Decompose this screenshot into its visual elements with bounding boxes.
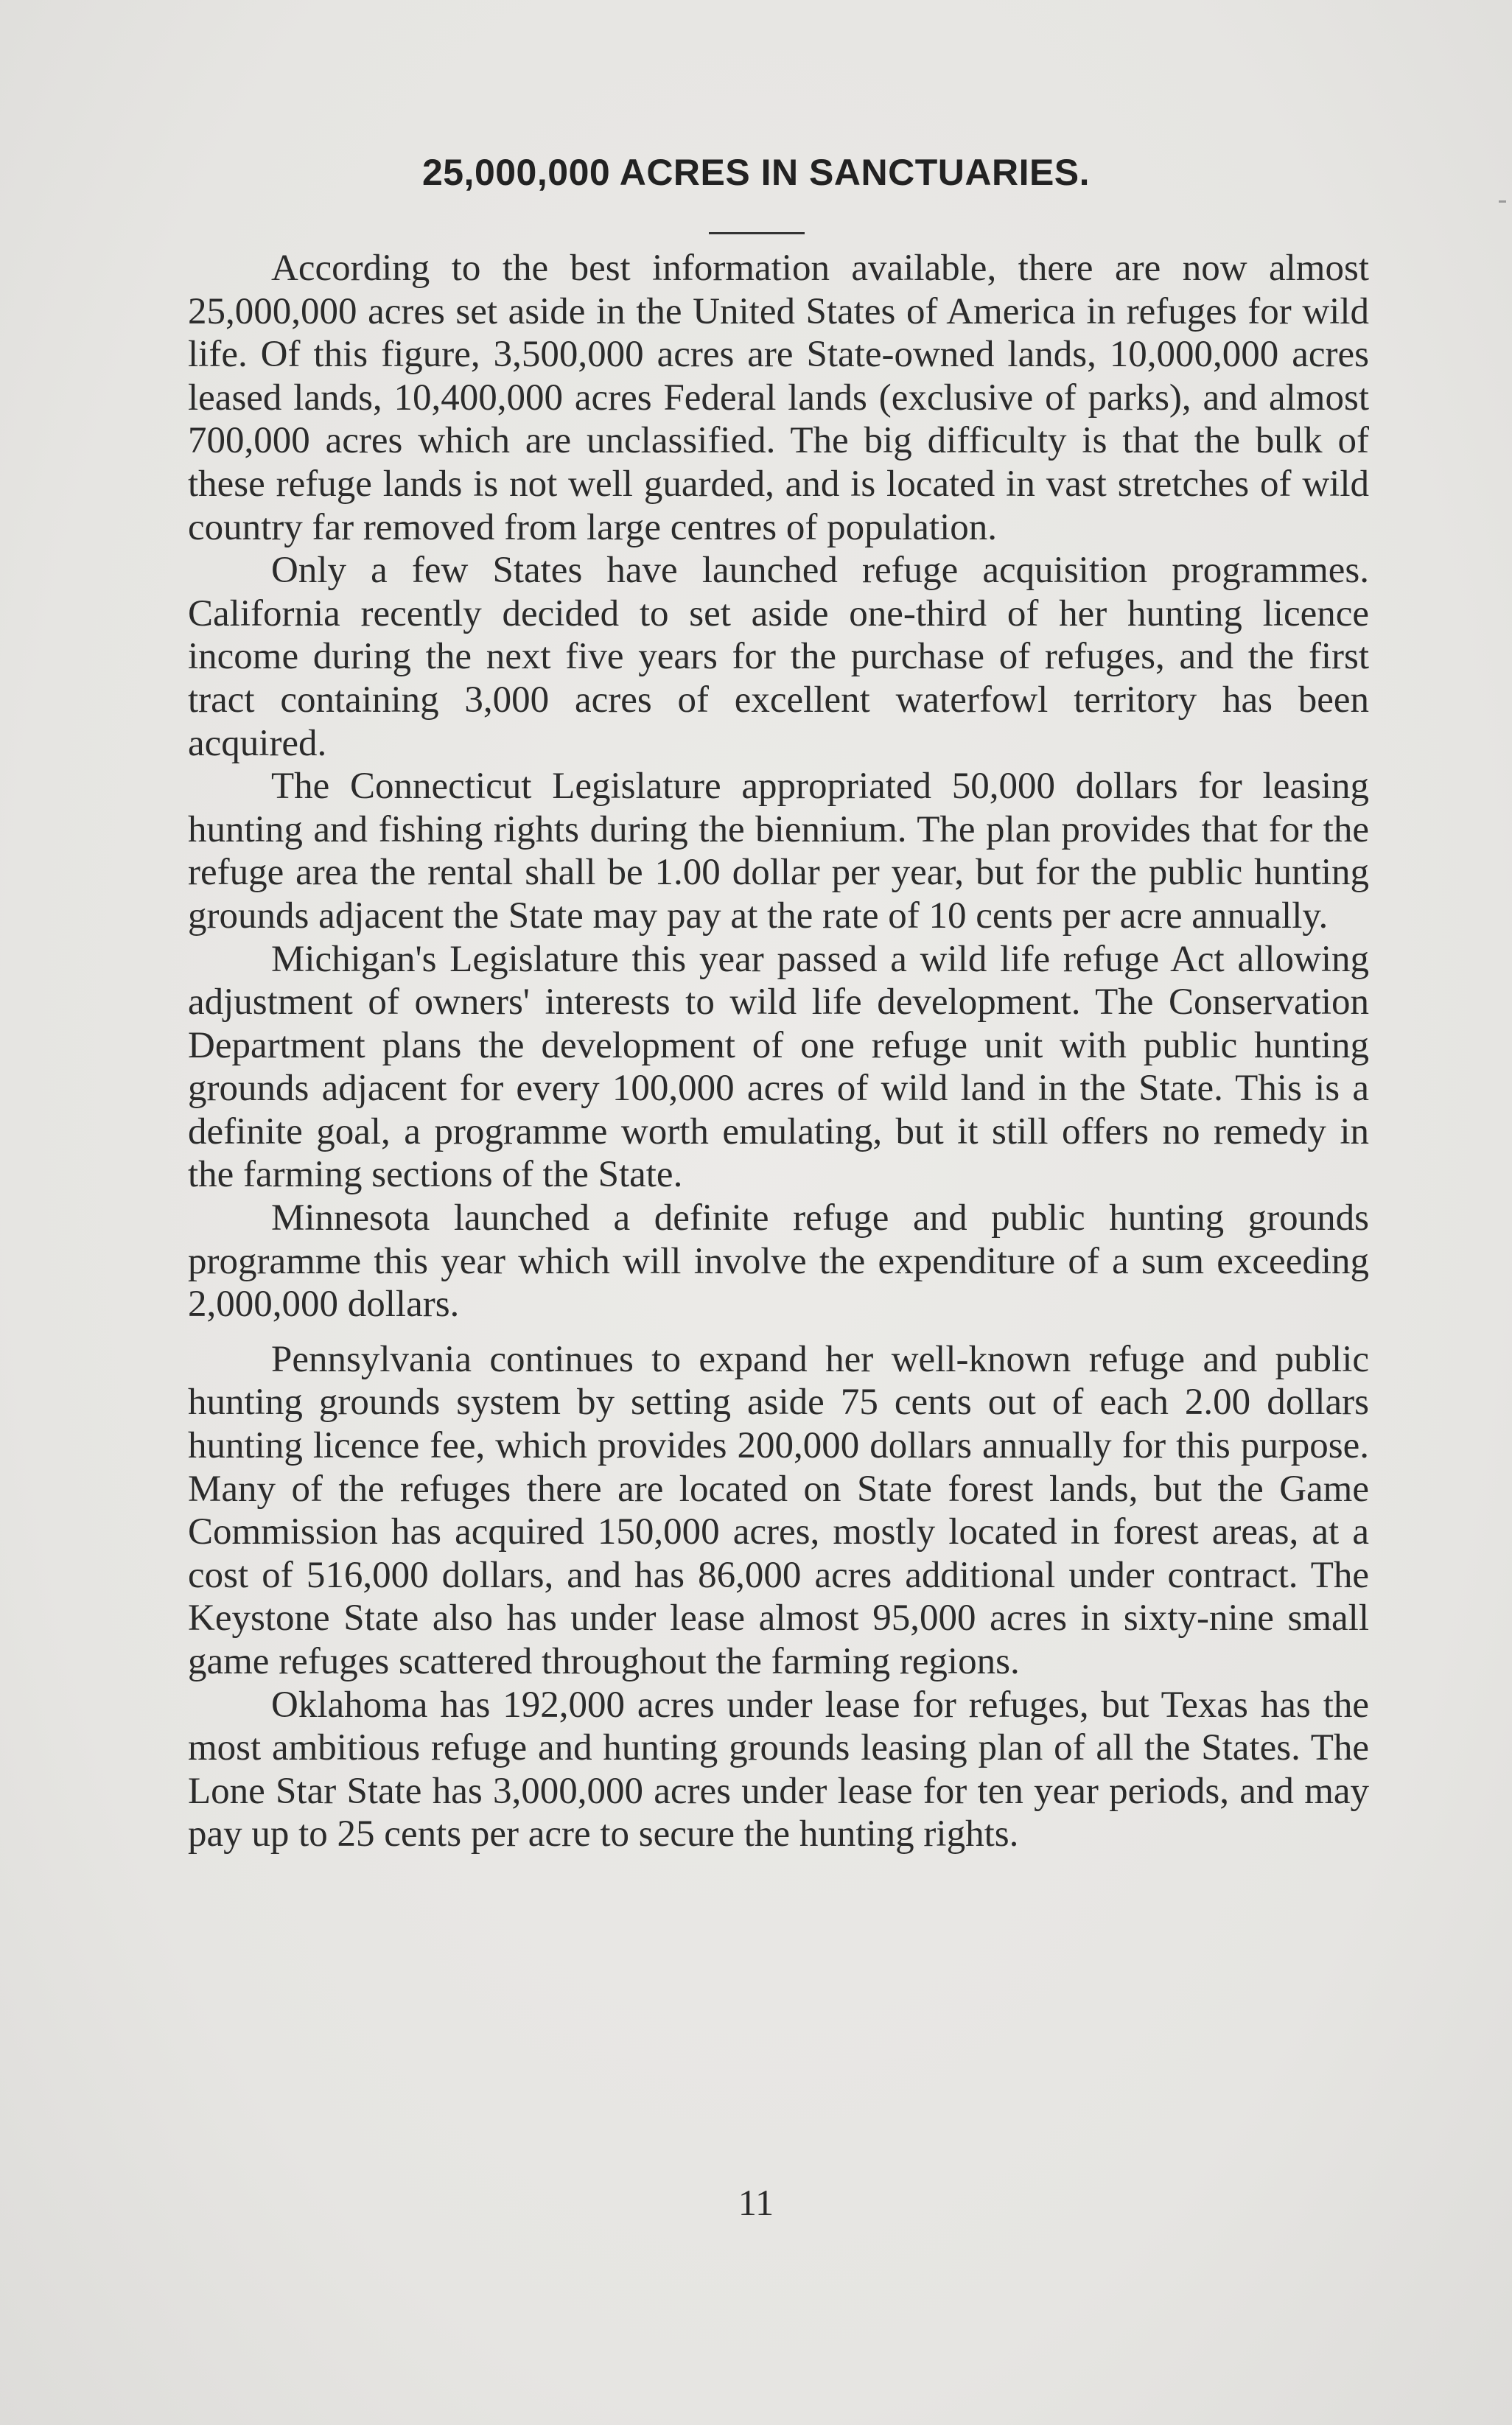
margin-mark xyxy=(1499,200,1506,203)
paragraph-sanctuary-totals: According to the best information available, there are now almost 25,000,000 acres set aside in the United States of America in refuges for wild life. Of this figure, 3,500,000 acres are State-owned lands, 10,000,000 acres leased lands, 10,400,000 acres Federal lands (exclusive of parks), and almost 700,000 acres which are unclassified. The big difficulty is that the bulk of these refuge lands is not well guarded, and is located in vast stretches of wild country far removed from large centres of population. xyxy=(188,248,1369,548)
paragraph-connecticut: The Connecticut Legislature appropriated 50,000 dollars for leasing hunting and fishing rights during the biennium. The plan provides that for the refuge area the rental shall be 1.00 dollar per year, but for the public hunting grounds adjacent the State may pay at the rate of 10 cents per acre annually. xyxy=(188,766,1369,937)
page-title: 25,000,000 ACRES IN SANCTUARIES. xyxy=(421,152,1091,193)
paragraph-minnesota: Minnesota launched a definite refuge and public hunting grounds programme this year which will involve the expenditure of a sum exceeding 2,000,000 dollars. xyxy=(188,1197,1369,1326)
body-text xyxy=(188,247,1369,1856)
paragraph-michigan: Michigan's Legislature this year passed a wild life refuge Act allowing adjustment of owners' interests to wild life development. The Conservation Department plans the development of one refuge unit with public hunting grounds adjacent for every 100,000 acres of wild land in the State. This is a definite goal, a programme worth emulating, but it still offers no remedy in the farming sections of the State. xyxy=(188,938,1369,1196)
paragraph-oklahoma-texas: Oklahoma has 192,000 acres under lease for refuges, but Texas has the most ambitious refuge and hunting grounds leasing plan of all the States. The Lone Star State has 3,000,000 acres under lease for ten year periods, and may pay up to 25 cents per acre to secure the hunting rights. xyxy=(188,1684,1369,1855)
page-number: 11 xyxy=(738,2182,774,2223)
paragraph-pennsylvania: Pennsylvania continues to expand her well-known refuge and public hunting grounds system by setting aside 75 cents out of each 2.00 dollars hunting licence fee, which provides 200,000 dollars annually for this purpose. Many of the refuges there are located on State forest lands, but the Game Commission has acquired 150,000 acres, mostly located in forest areas, at a cost of 516,000 dollars, and has 86,000 acres additional under contract. The Keystone State also has under lease almost 95,000 acres in sixty-nine small game refuges scattered throughout the farming regions. xyxy=(188,1338,1369,1682)
title-underline-rule xyxy=(709,232,805,234)
paragraph-california: Only a few States have launched refuge acquisition programmes. California recently decided to set aside one-third of her hunting licence income during the next five years for the purchase of refuges, and the first tract containing 3,000 acres of excellent waterfowl territory has been acquired. xyxy=(188,550,1369,764)
